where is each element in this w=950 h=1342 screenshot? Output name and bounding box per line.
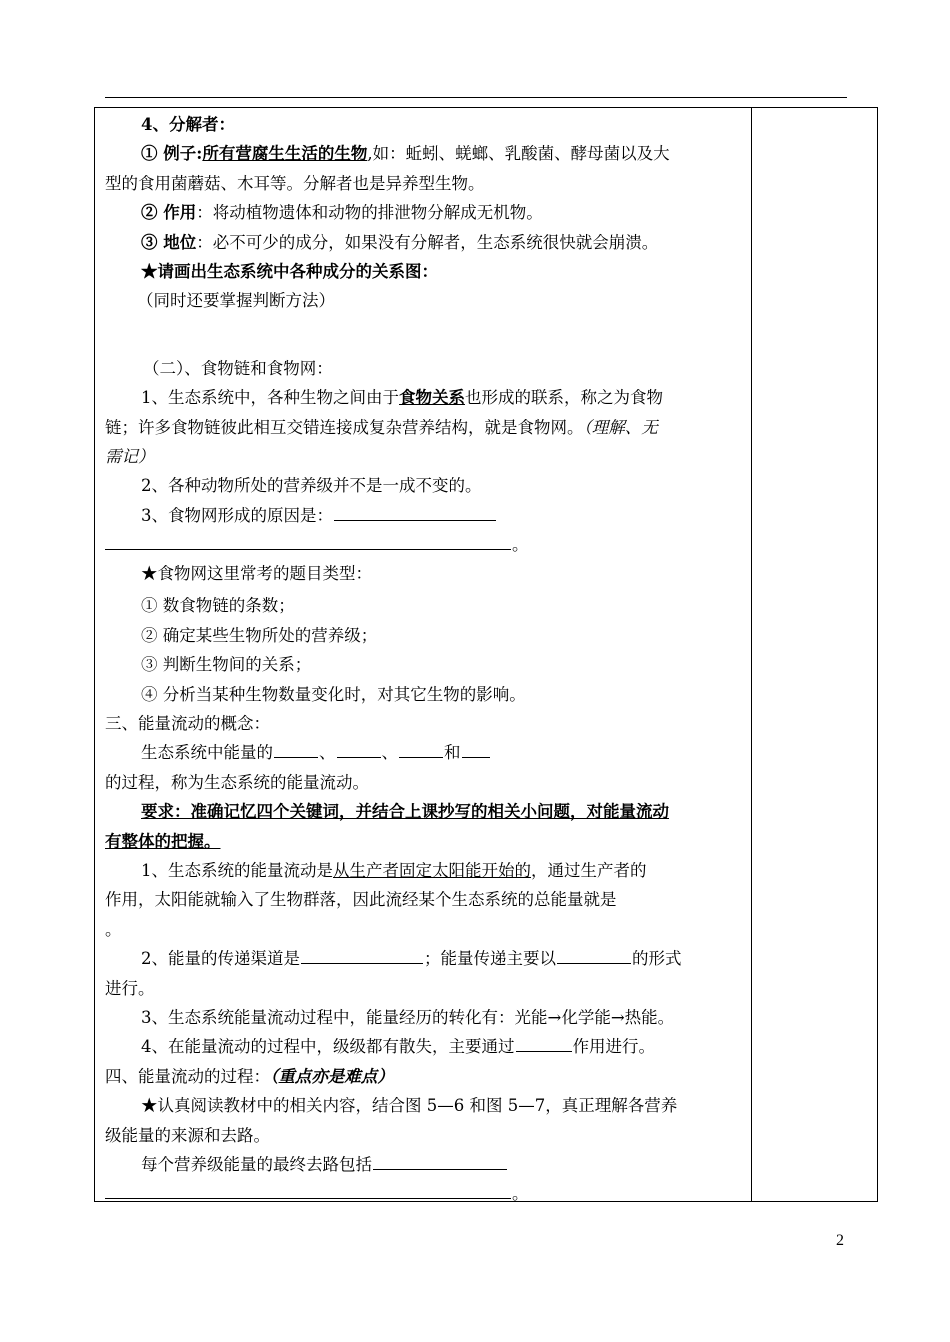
and-text: 和 bbox=[444, 743, 461, 763]
answer-blank bbox=[337, 739, 381, 758]
energy-p4 bbox=[105, 1032, 743, 1061]
process-star-line2: 级能量的来源和去路。 bbox=[105, 1125, 270, 1145]
energy-p1-a: 1、生态系统的能量流动是 bbox=[141, 860, 333, 880]
foodweb-p1-a: 1、生态系统中，各种生物之间由于 bbox=[141, 388, 399, 408]
question-type-4: ④ 分析当某种生物数量变化时，对其它生物的影响。 bbox=[141, 684, 526, 704]
energy-p2-a: 2、能量的传递渠道是 bbox=[141, 949, 300, 969]
energy-definition-cont: 的过程，称为生态系统的能量流动。 bbox=[105, 772, 369, 792]
decomposer-example-cont: 型的食用菌蘑菇、木耳等。分解者也是异养型生物。 bbox=[105, 173, 485, 193]
answer-blank bbox=[105, 1180, 511, 1199]
separator: 、 bbox=[319, 743, 336, 763]
answer-blank bbox=[274, 739, 318, 758]
energy-p2-line1 bbox=[105, 944, 743, 973]
period-mark: 。 bbox=[512, 1184, 529, 1204]
final-destination-text: 每个营养级能量的最终去路包括 bbox=[141, 1154, 372, 1174]
energy-p4-b: 作用进行。 bbox=[572, 1037, 655, 1057]
final-destination-line bbox=[105, 1150, 743, 1179]
answer-blank bbox=[301, 945, 423, 964]
energy-p1-line2: 作用，太阳能就输入了生物群落，因此流经某个生态系统的总能量就是 bbox=[105, 890, 617, 910]
foodweb-p3 bbox=[105, 501, 743, 530]
example-underlined: 所有营腐生生活的生物 bbox=[202, 144, 368, 164]
answer-blank bbox=[373, 1151, 507, 1170]
energy-p2-b: ；能量传递主要以 bbox=[424, 949, 556, 969]
answer-blank bbox=[516, 1033, 572, 1052]
final-destination-cont bbox=[105, 1179, 743, 1208]
energy-p4-a: 4、在能量流动的过程中，级级都有散失，主要通过 bbox=[141, 1037, 515, 1057]
requirement-line1 bbox=[105, 797, 743, 826]
blank-space bbox=[105, 316, 743, 354]
requirement-text-2: 有整体的把握。 bbox=[105, 831, 221, 851]
foodweb-p1-c: 也形成的联系，称之为食物 bbox=[465, 388, 663, 408]
question-type-3: ③ 判断生物间的关系； bbox=[141, 655, 312, 675]
requirement-text: 要求：准确记忆四个关键词，并结合上课抄写的相关小问题，对能量流动 bbox=[141, 802, 669, 822]
column-divider bbox=[751, 107, 752, 1202]
food-relation-term: 食物关系 bbox=[399, 388, 465, 408]
key-point-note: （重点亦是难点） bbox=[270, 1066, 394, 1086]
separator: 、 bbox=[381, 743, 398, 763]
decomposer-role-line bbox=[105, 198, 743, 227]
page-number: 2 bbox=[836, 1232, 844, 1249]
question-type-2: ② 确定某些生物所处的营养级； bbox=[141, 625, 378, 645]
answer-blank bbox=[399, 739, 443, 758]
energy-p1-line3: 。 bbox=[105, 919, 122, 939]
foodweb-p2: 2、各种动物所处的营养级并不是一成不变的。 bbox=[141, 476, 482, 496]
requirement-line2 bbox=[105, 827, 743, 856]
energy-p2-c: 的形式 bbox=[632, 949, 682, 969]
def-text: 生态系统中能量的 bbox=[141, 743, 273, 763]
foodweb-p1-line1 bbox=[105, 383, 743, 412]
energy-p3: 3、生态系统能量流动过程中，能量经历的转化有：光能→化学能→热能。 bbox=[141, 1007, 675, 1027]
answer-blank bbox=[557, 945, 631, 964]
energy-p1-line1 bbox=[105, 856, 743, 885]
example-rest: ,如：蚯蚓、蜣螂、乳酸菌、酵母菌以及大 bbox=[367, 144, 670, 164]
foodweb-p1-l2: 链；许多食物链彼此相互交错连接成复杂营养结构，就是食物网。 bbox=[105, 417, 584, 437]
energy-p2-line2: 进行。 bbox=[105, 978, 155, 998]
understand-note-b: 需记） bbox=[105, 446, 155, 466]
process-star-line1: ★认真阅读教材中的相关内容，结合图 5—6 和图 5—7，真正理解各营养 bbox=[141, 1096, 678, 1116]
energy-concept-heading: 三、能量流动的概念： bbox=[105, 714, 270, 734]
judgment-note: （同时还要掌握判断方法） bbox=[137, 291, 335, 311]
role-label: ② 作用 bbox=[141, 203, 197, 223]
foodweb-p3-text: 3、食物网形成的原因是： bbox=[141, 505, 333, 525]
energy-p1-underlined: 从生产者固定太阳能开始的 bbox=[333, 860, 531, 880]
status-text: ：必不可少的成分，如果没有分解者，生态系统很快就会崩溃。 bbox=[196, 232, 659, 252]
main-content bbox=[105, 110, 743, 1209]
example-label: ① 例子: bbox=[141, 144, 203, 164]
decomposer-heading: 4、分解者： bbox=[141, 115, 235, 134]
role-text: ：将动植物遗体和动物的排泄物分解成无机物。 bbox=[196, 203, 543, 223]
question-type-1: ① 数食物链的条数； bbox=[141, 596, 295, 616]
answer-blank bbox=[334, 502, 496, 521]
period-mark: 。 bbox=[512, 535, 529, 555]
understand-note-a: （理解、无 bbox=[583, 417, 658, 437]
foodweb-heading: （二）、食物链和食物网： bbox=[143, 358, 333, 378]
process-title: 四、能量流动的过程： bbox=[105, 1066, 270, 1086]
energy-p1-b: ，通过生产者的 bbox=[531, 860, 647, 880]
header-rule bbox=[105, 97, 847, 98]
draw-diagram-task: ★请画出生态系统中各种成分的关系图： bbox=[141, 261, 438, 281]
answer-blank bbox=[462, 739, 490, 758]
answer-blank bbox=[105, 531, 511, 550]
status-label: ③ 地位 bbox=[141, 232, 197, 252]
foodweb-p1-line2 bbox=[105, 413, 743, 442]
energy-process-heading bbox=[105, 1062, 743, 1091]
energy-definition bbox=[105, 738, 743, 767]
decomposer-status-line bbox=[105, 228, 743, 257]
foodweb-question-types: ★食物网这里常考的题目类型： bbox=[141, 564, 372, 584]
decomposer-example-line bbox=[105, 139, 743, 168]
foodweb-p3-cont bbox=[105, 530, 743, 559]
